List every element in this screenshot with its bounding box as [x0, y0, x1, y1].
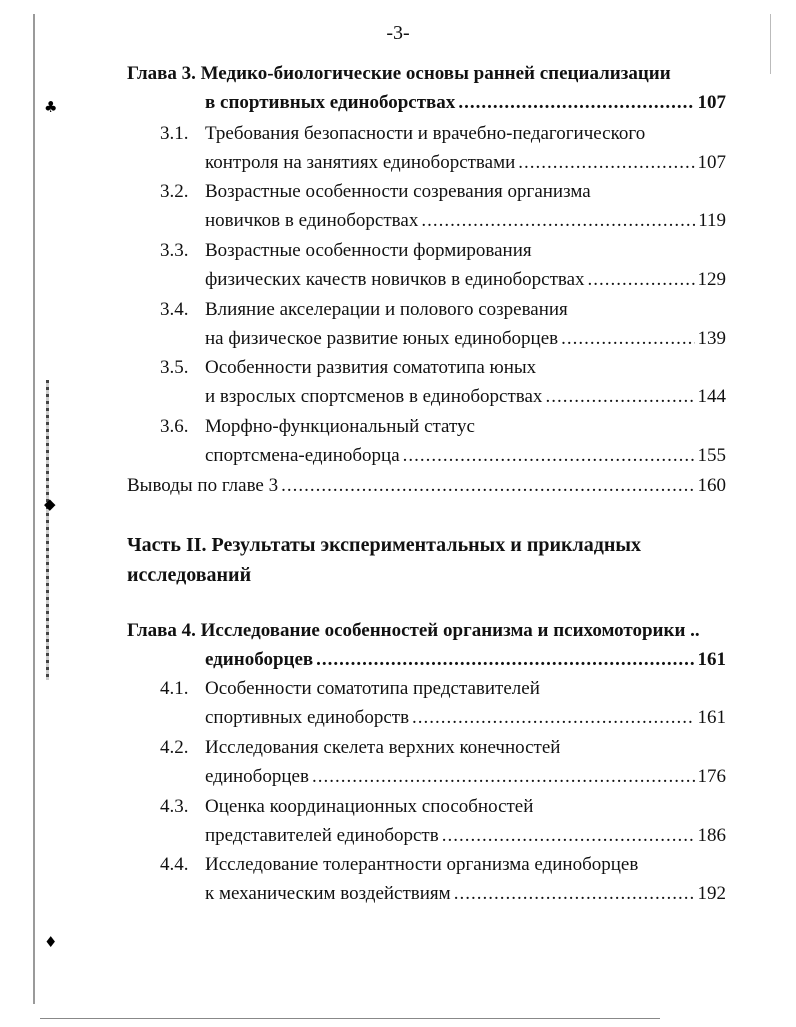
toc-entry [205, 269, 726, 291]
chapter-4-title-line2: единоборцев [205, 649, 314, 670]
chapter-3-page: 107 [697, 92, 726, 113]
leader-dots [518, 152, 694, 174]
conclusions-label: Выводы по главе 3 [127, 475, 279, 496]
section-title-line1 [205, 299, 568, 321]
toc-entry [205, 386, 726, 408]
section-page: 161 [697, 707, 726, 728]
section-title-line2: физических качеств новичков в единоборствах [205, 269, 585, 290]
section-title-line2: и взрослых спортсменов в единоборствах [205, 386, 543, 407]
toc-entry [205, 445, 726, 467]
section-title-text: Морфно-функциональный статус [205, 416, 475, 437]
section-page: 129 [697, 269, 726, 290]
section-page: 155 [697, 445, 726, 466]
chapter-4-label: Глава 4. [127, 620, 196, 641]
page-number: -3- [386, 22, 410, 44]
conclusions-page: 160 [697, 475, 726, 496]
section-title-line2: представителей единоборств [205, 825, 439, 846]
section-number: 4.4. [160, 854, 189, 875]
toc-entry [205, 707, 726, 729]
leader-dots [316, 649, 694, 671]
section-title-line1 [205, 240, 532, 262]
scan-speck-icon: ◆ [44, 495, 56, 513]
chapter-4-title-line1: Исследование особенностей организма и психомоторики .. [200, 620, 700, 641]
leader-dots [458, 92, 694, 114]
toc-entry [205, 328, 726, 350]
section-title-text: Возрастные особенности созревания организма [205, 181, 591, 202]
leader-dots [312, 766, 695, 788]
scan-speck-icon: ♣ [44, 98, 58, 116]
chapter-3-heading [127, 63, 671, 85]
section-title-line1 [205, 678, 540, 700]
chapter-4-heading-line2 [205, 649, 726, 671]
section-title-line2: спортсмена-единоборца [205, 445, 400, 466]
part-2-title-line1: Часть II. Результаты экспериментальных и прикладных [127, 534, 641, 556]
toc-entry [205, 210, 726, 232]
leader-dots [281, 475, 694, 497]
section-title-line2: спортивных единоборств [205, 707, 410, 728]
section-number: 4.3. [160, 796, 189, 817]
chapter-3-conclusions [127, 475, 726, 497]
scan-edge-bottom [40, 1018, 660, 1019]
section-title-line2: контроля на занятиях единоборствами [205, 152, 516, 173]
toc-entry [205, 883, 726, 905]
scan-speck-icon: ♦ [44, 933, 58, 951]
leader-dots [442, 825, 695, 847]
section-title-text: Особенности соматотипа представителей [205, 678, 540, 699]
leader-dots [588, 269, 695, 291]
section-title-text: Требования безопасности и врачебно-педагогического [205, 123, 646, 144]
chapter-3-title-line2: в спортивных единоборствах [205, 92, 456, 113]
chapter-4-page: 161 [697, 649, 726, 670]
section-number: 4.1. [160, 678, 189, 699]
section-title-line1 [205, 416, 475, 438]
section-title-text: Возрастные особенности формирования [205, 240, 532, 261]
section-title-line1 [205, 854, 638, 876]
section-page: 107 [697, 152, 726, 173]
leader-dots [561, 328, 694, 350]
section-number: 3.4. [160, 299, 189, 320]
section-number: 3.2. [160, 181, 189, 202]
section-title-line1 [205, 123, 645, 145]
section-title-text: Оценка координационных способностей [205, 796, 534, 817]
section-title-line2: единоборцев [205, 766, 309, 787]
section-page: 192 [697, 883, 726, 904]
leader-dots [454, 883, 695, 905]
chapter-3-label: Глава 3. [127, 63, 196, 84]
part-2-heading [127, 530, 641, 590]
chapter-3-title-line1: Медико-биологические основы ранней специализации [200, 63, 671, 84]
section-number: 4.2. [160, 737, 189, 758]
toc-entry [205, 152, 726, 174]
section-title-line1 [205, 357, 536, 379]
part-2-title-line2: исследований [127, 564, 252, 586]
leader-dots [412, 707, 694, 729]
section-title-line1 [205, 181, 591, 203]
section-page: 176 [697, 766, 726, 787]
section-page: 186 [697, 825, 726, 846]
section-number: 3.5. [160, 357, 189, 378]
chapter-4-heading [127, 620, 700, 642]
scan-edge-left [33, 14, 35, 1004]
section-title-line2: новичков в единоборствах [205, 210, 419, 231]
leader-dots [403, 445, 695, 467]
scan-edge-noise [46, 380, 49, 680]
toc-entry [205, 825, 726, 847]
section-number: 3.6. [160, 416, 189, 437]
section-number: 3.1. [160, 123, 189, 144]
leader-dots [421, 210, 695, 232]
section-title-text: Исследования скелета верхних конечностей [205, 737, 561, 758]
leader-dots [545, 386, 694, 408]
section-title-line2: к механическим воздействиям [205, 883, 451, 904]
section-page: 144 [697, 386, 726, 407]
section-page: 119 [698, 210, 726, 231]
section-number: 3.3. [160, 240, 189, 261]
section-page: 139 [697, 328, 726, 349]
section-title-line1 [205, 737, 560, 759]
section-title-text: Особенности развития соматотипа юных [205, 357, 537, 378]
chapter-3-heading-line2 [205, 92, 726, 114]
section-title-line2: на физическое развитие юных единоборцев [205, 328, 559, 349]
section-title-text: Влияние акселерации и полового созревания [205, 299, 568, 320]
section-title-line1 [205, 796, 533, 818]
toc-entry [205, 766, 726, 788]
section-title-text: Исследование толерантности организма единоборцев [205, 854, 639, 875]
